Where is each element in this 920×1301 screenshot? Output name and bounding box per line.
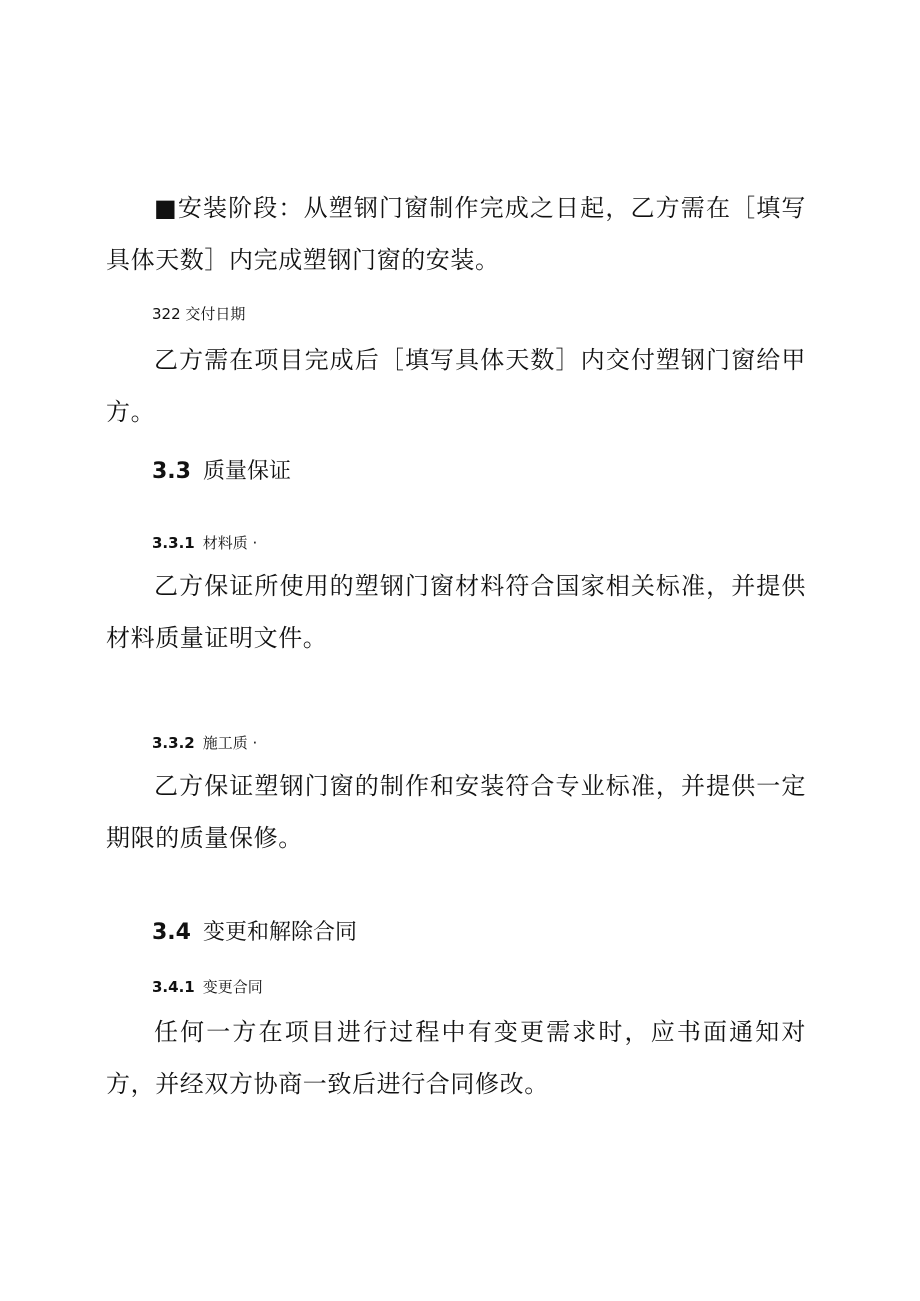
- heading-3-4-1-title: 变更合同: [202, 978, 263, 996]
- heading-3-4-number: 3.4: [152, 920, 191, 945]
- heading-3-4-title: 变更和解除合同: [203, 920, 358, 945]
- heading-3-3: [152, 457, 852, 487]
- install-stage-paragraph: ■安装阶段：从塑钢门窗制作完成之日起，乙方需在［填写具体天数］内完成塑钢门窗的安装。: [106, 194, 806, 274]
- change-contract-paragraph: 任何一方在项目进行过程中有变更需求时，应书面通知对方，并经双方协商一致后进行合同修改。: [106, 1018, 806, 1098]
- heading-3-3-2: [152, 733, 852, 753]
- heading-3-4-1: [152, 977, 852, 997]
- heading-3-3-1-number: 3.3.1: [152, 534, 195, 552]
- heading-3-3-1-title: 材料质 ·: [202, 534, 258, 552]
- material-quality-paragraph: 乙方保证所使用的塑钢门窗材料符合国家相关标准，并提供材料质量证明文件。: [106, 572, 806, 652]
- heading-3-2-2: 322 交付日期: [152, 305, 246, 323]
- heading-3-3-number: 3.3: [152, 459, 191, 484]
- heading-3-4-1-number: 3.4.1: [152, 978, 195, 996]
- heading-3-3-2-number: 3.3.2: [152, 734, 195, 752]
- delivery-paragraph: 乙方需在项目完成后［填写具体天数］内交付塑钢门窗给甲方。: [106, 346, 806, 426]
- heading-3-3-1: [152, 533, 852, 553]
- heading-3-3-2-title: 施工质 ·: [202, 734, 258, 752]
- heading-3-4: [152, 918, 852, 948]
- heading-3-3-title: 质量保证: [203, 459, 292, 484]
- construction-quality-paragraph: 乙方保证塑钢门窗的制作和安装符合专业标准，并提供一定期限的质量保修。: [106, 772, 806, 852]
